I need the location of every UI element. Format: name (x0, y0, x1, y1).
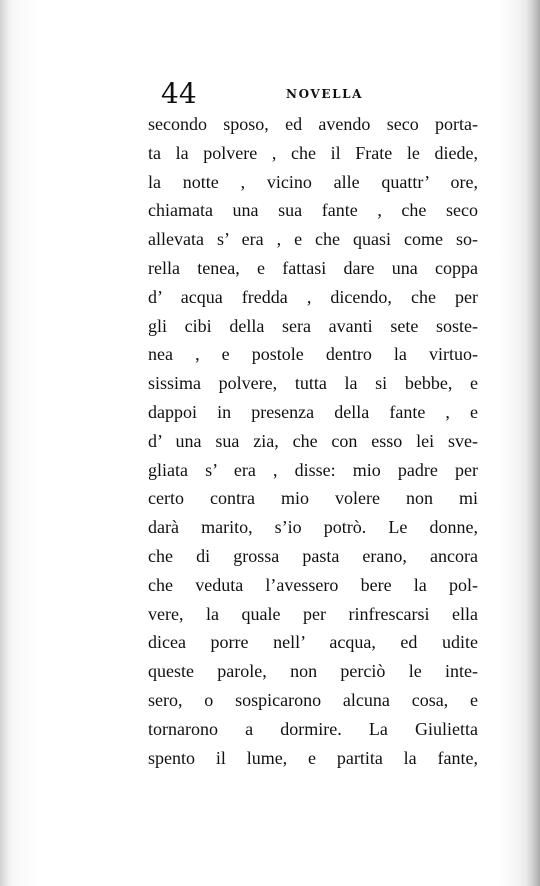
body-text (148, 110, 478, 772)
text-line: queste parole, non perciò le inte- (148, 661, 478, 682)
text-line: secondo sposo, ed avendo seco porta- (148, 114, 478, 134)
text-line: nea , e postole dentro la virtuo- (148, 344, 478, 365)
left-page-edge-shadow (0, 0, 12, 886)
text-line: gliata s’ era , disse: mio padre per (148, 459, 478, 480)
text-line: che di grossa pasta erano, ancora (148, 545, 478, 566)
page-number: 44 (161, 77, 197, 110)
text-line: d’ acqua fredda , dicendo, che per (148, 286, 478, 307)
right-page-edge-shadow (526, 0, 540, 886)
page-header (148, 78, 478, 114)
text-line: sissima polvere, tutta la si bebbe, e (148, 373, 478, 394)
text-line: la notte , vicino alle quattr’ ore, (148, 171, 478, 192)
text-line: certo contra mio volere non mi (148, 488, 478, 509)
text-line: gli cibi della sera avanti sete soste- (148, 315, 478, 336)
text-line: rella tenea, e fattasi dare una coppa (148, 257, 478, 278)
text-line: darà marito, s’io potrò. Le donne, (148, 517, 478, 538)
text-line: vere, la quale per rinfrescarsi ella (148, 603, 478, 624)
text-line: chiamata una sua fante , che seco (148, 200, 478, 221)
text-line: che veduta l’avessero bere la pol- (148, 574, 478, 595)
text-line: tornarono a dormire. La Giulietta (148, 718, 478, 739)
text-line: dicea porre nell’ acqua, ed udite (148, 632, 478, 653)
running-head: NOVELLA (286, 87, 364, 101)
text-line: d’ una sua zia, che con esso lei sve- (148, 430, 478, 451)
text-line: ta la polvere , che il Frate le diede, (148, 142, 478, 163)
text-line: spento il lume, e partita la fante, (148, 747, 478, 768)
text-line: dappoi in presenza della fante , e (148, 401, 478, 422)
text-line: sero, o sospicarono alcuna cosa, e (148, 689, 478, 710)
text-line: allevata s’ era , e che quasi come so- (148, 229, 478, 250)
